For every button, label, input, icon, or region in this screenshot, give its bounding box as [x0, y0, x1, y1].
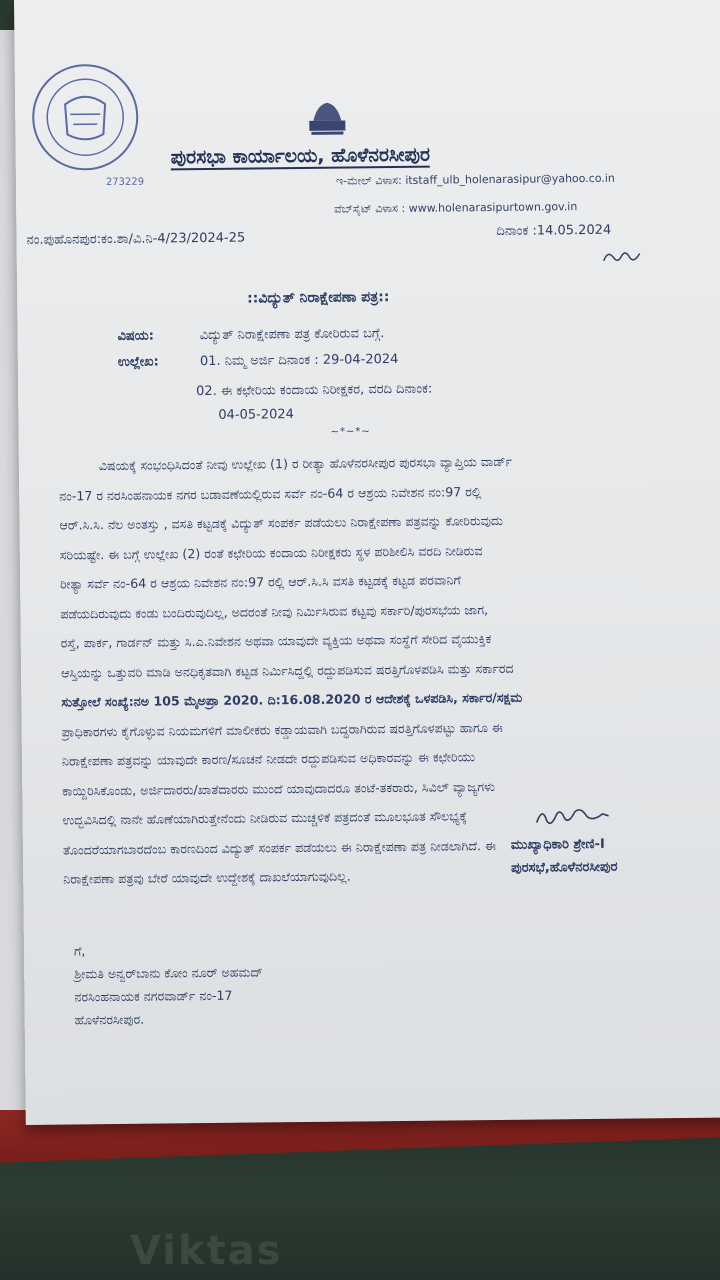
- body-line: ಸುತ್ತೋಲೆ ಸಂಖ್ಯೆ:ನಅ 105 ಮೈಅಪ್ರಾ 2020. ದಿ:16.08.2020 ರ ಆದೇಶಕ್ಕೆ ಒಳಪಡಿಸಿ, ಸರ್ಕಾರ/ಸಕ್ಷಮ: [61, 689, 523, 710]
- reference-row-1: [118, 352, 399, 370]
- body-line: ನಿರಾಕ್ಷೇಪಣಾ ಪತ್ರವನ್ನು ಯಾವುದೇ ಕಾರಣ/ಸೂಚನೆ ನೀಡದೇ ರದ್ದುಪಡಿಸುವ ಅಧಿಕಾರವನ್ನು ಈ ಕಛೇರಿಯು: [61, 749, 476, 769]
- signature-icon: [532, 802, 612, 833]
- office-email: ಇ-ಮೇಲ್ ವಿಳಾಸ: itstaff_ulb_holenarasipur@yahoo.co.in: [335, 171, 615, 188]
- office-title: ಪುರಸಭಾ ಕಾರ್ಯಾಲಯ, ಹೊಳೆನರಸೀಪುರ: [170, 143, 431, 169]
- reference-2-date: 04-05-2024: [218, 407, 294, 423]
- signatory-title: ಮುಖ್ಯಾಧಿಕಾರಿ ಶ್ರೇಣಿ-I: [510, 836, 605, 853]
- reference-label: ಉಲ್ಲೇಖ:: [117, 354, 159, 370]
- body-line: ರೀತ್ಯಾ ಸರ್ವೆ ನಂ-64 ರ ಆಶ್ರಯ ನಿವೇಶನ ನಂ:97 ರಲ್ಲಿ ಆರ್.ಸಿ.ಸಿ ವಸತಿ ಕಟ್ಟಡಕ್ಕೆ ಕಟ್ಟಡ ಪರವಾನಿಗೆ: [60, 572, 461, 592]
- recipient-address-2: ಹೊಳೆನರಸೀಪುರ.: [74, 1011, 145, 1028]
- body-line: ಉದ್ಭವಿಸಿದಲ್ಲಿ ನಾನೇ ಹೊಣೆಯಾಗಿರುತ್ತೇನೆಂದು ನೀಡಿರುವ ಮುಚ್ಚಳಿಕೆ ಪತ್ರದಂತೆ ಮೂಲಭೂತ ಸೌಲಭ್ಯಕ್ಕೆ: [62, 808, 468, 828]
- letter-document: [14, 0, 720, 1125]
- recipient-block: [74, 937, 263, 1031]
- reference-1: 01. ನಿಮ್ಮ ಅರ್ಜಿ ದಿನಾಂಕ : 29-04-2024: [199, 351, 399, 370]
- subject-label: ವಿಷಯ:: [117, 328, 154, 344]
- body-line: ಸರಿಯಷ್ಟೇ. ಈ ಬಗ್ಗೆ ಉಲ್ಲೇಖ (2) ರಂತೆ ಕಛೇರಿಯ ಕಂದಾಯ ನಿರೀಕ್ಷಕರು ಸ್ಥಳ ಪರಿಶೀಲಿಸಿ ವರದಿ ನೀಡಿರುವ: [59, 542, 483, 563]
- body-line: ಆಸ್ತಿಯನ್ನು ಒತ್ತುವರಿ ಮಾಡಿ ಅನಧಿಕೃತವಾಗಿ ಕಟ್ಟಡ ನಿರ್ಮಿಸಿದ್ದಲ್ಲಿ ರದ್ದುಪಡಿಸುವ ಷರತ್ತಿಗೊಳಪಡಿಸಿ ಮತ್ತು ಸರ್ಕಾರದ: [60, 660, 514, 681]
- divider-mark: ~*~*~: [330, 426, 371, 438]
- subject-row: [117, 326, 384, 344]
- letter-date: ದಿನಾಂಕ :14.05.2024: [496, 222, 612, 239]
- government-emblem-icon: [305, 98, 349, 138]
- recipient-address-1: ನರಸಿಂಹನಾಯಕ ನಗರವಾರ್ಡ್ ನಂ-17: [74, 987, 233, 1005]
- body-line: ಕಾಯ್ದಿರಿಸಿಕೊಂಡು, ಅರ್ಜಿದಾರರು/ಖಾತೆದಾರರು ಮುಂದೆ ಯಾವುದಾದರೂ ತಂಟೆ-ತಕರಾರು, ಸಿವಿಲ್ ವ್ಯಾಜ್ಯಗಳು: [62, 778, 496, 799]
- body-line: ತೊಂದರೆಯಾಗಬಾರದೆಂಬ ಕಾರಣದಿಂದ ವಿದ್ಯುತ್ ಸಂಪರ್ಕ ಪಡೆಯಲು ಈ ನಿರಾಕ್ಷೇಪಣಾ ಪತ್ರ ನೀಡಲಾಗಿದೆ. ಈ: [62, 837, 496, 858]
- body-line: ಆರ್.ಸಿ.ಸಿ. ನೆಲ ಅಂತಸ್ತು , ವಸತಿ ಕಟ್ಟಡಕ್ಕೆ ವಿದ್ಯುತ್ ಸಂಪರ್ಕ ಪಡೆಯಲು ನಿರಾಕ್ಷೇಪಣಾ ಪತ್ರವನ್ನು ಕೋರಿರುವುದು: [59, 512, 504, 533]
- body-line: ನಂ-17 ರ ನರಸಿಂಹನಾಯಕ ನಗರ ಬಡಾವಣೆಯಲ್ಲಿರುವ ಸರ್ವೆ ನಂ-64 ರ ಆಶ್ರಯ ನಿವೇಶನ ನಂ:97 ರಲ್ಲಿ: [59, 483, 482, 504]
- signatory-office: ಪುರಸಭೆ,ಹೊಳೆನರಸೀಪುರ: [511, 859, 618, 876]
- office-seal-icon: [25, 59, 141, 175]
- reference-2: 02. ಈ ಕಛೇರಿಯ ಕಂದಾಯ ನಿರೀಕ್ಷಕರ, ವರದಿ ದಿನಾಂಕ:: [196, 381, 433, 400]
- office-website: ವೆಬ್‌ಸೈಟ್ ವಿಳಾಸ : www.holenarasipurtown.gov.in: [334, 200, 578, 216]
- subject-text: ವಿದ್ಯುತ್ ನಿರಾಕ್ಷೇಪಣಾ ಪತ್ರ ಕೋರಿರುವ ಬಗ್ಗೆ.: [199, 326, 385, 344]
- seal-number: 273229: [105, 176, 145, 189]
- letter-heading: ::ವಿದ್ಯುತ್ ನಿರಾಕ್ಷೇಪಣಾ ಪತ್ರ::: [247, 289, 390, 307]
- body-line: ರಸ್ತೆ, ಪಾರ್ಕ, ಗಾರ್ಡನ್ ಮತ್ತು ಸಿ.ಎ.ನಿವೇಶನ ಅಥವಾ ಯಾವುದೇ ವ್ಯಕ್ತಿಯ ಅಥವಾ ಸಂಸ್ಥೆಗೆ ಸೇರಿದ ವೈಯುಕ್ತಿಕ: [60, 631, 492, 651]
- recipient-name: ಶ್ರೀಮತಿ ಅನ್ವರ್‌ಬಾನು ಕೋಂ ನೂರ್ ಅಹಮದ್: [74, 964, 263, 982]
- body-line: ವಿಷಯಕ್ಕೆ ಸಂಭಂಧಿಸಿದಂತೆ ನೀವು ಉಲ್ಲೇಖ (1) ರ ರೀತ್ಯಾ ಹೊಳೆನರಸೀಪುರ ಪುರಸಭಾ ವ್ಯಾಪ್ತಿಯ ವಾರ್ಡ್: [98, 453, 513, 474]
- initial-mark-icon: [602, 245, 642, 267]
- body-line: ನಿರಾಕ್ಷೇಪಣಾ ಪತ್ರವು ಬೇರೆ ಯಾವುದೇ ಉದ್ದೇಶಕ್ಕೆ ದಾಖಲೆಯಾಗುವುದಿಲ್ಲ.: [63, 868, 351, 887]
- letter-body: [59, 445, 714, 894]
- background-text: Viktas: [130, 1228, 283, 1274]
- body-line: ಪ್ರಾಧಿಕಾರಗಳು ಕೈಗೊಳ್ಳುವ ನಿಯಮಗಳಿಗೆ ಮಾಲೀಕರು ಕಡ್ಡಾಯವಾಗಿ ಬದ್ಧರಾಗಿರುವ ಷರತ್ತಿಗೊಳಪಟ್ಟು ಹಾಗೂ ಈ: [61, 719, 503, 740]
- body-line: ಪಡೆಯದಿರುವುದು ಕಂಡು ಬಂದಿರುವುದಿಲ್ಲ, ಅದರಂತೆ ನೀವು ನಿರ್ಮಿಸಿರುವ ಕಟ್ಟವು ಸರ್ಕಾರಿ/ಪುರಸಭೆಯ ಜಾಗ,: [60, 601, 489, 622]
- recipient-prefix: ಗೆ,: [73, 943, 86, 959]
- reference-number: ನಂ.ಪುಹೊನಪುರ:ಕಂ.ಶಾ/ವಿ.ನಿ-4/23/2024-25: [26, 230, 246, 248]
